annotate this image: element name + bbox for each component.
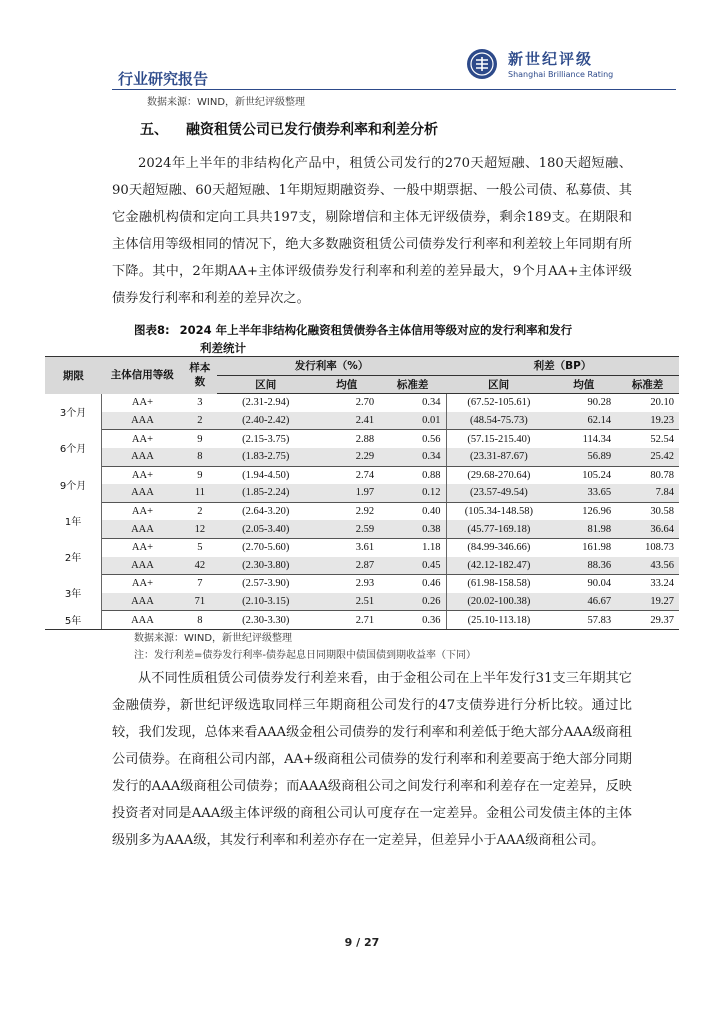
cell-rate-std: 0.12 <box>379 484 446 502</box>
cell-sample-count: 7 <box>197 578 203 590</box>
cell-term: 3个月 <box>45 394 102 430</box>
cell-rate-std: 0.45 <box>379 557 446 575</box>
table-footnote: 注：发行利差=债券发行利率-债券起息日同期限中债国债到期收益率（下同） <box>134 650 476 661</box>
table-row <box>45 502 679 520</box>
cell-rate-range: (1.85-2.24) <box>217 484 314 502</box>
cell-spread-std: 52.54 <box>650 433 674 445</box>
cell-grade: AA+ <box>131 542 153 554</box>
table-row <box>45 538 679 556</box>
cell-rate-range: (2.10-3.15) <box>217 593 314 611</box>
cell-spread-range: (105.34-148.58) <box>464 506 534 518</box>
cell-rate-std: 0.88 <box>379 466 446 484</box>
cell-spread-std: 19.27 <box>616 593 679 611</box>
figure-caption <box>134 321 634 357</box>
cell-grade: AAA <box>102 412 183 430</box>
cell-sample-count: 42 <box>183 557 217 575</box>
cell-spread-std: 36.64 <box>616 520 679 538</box>
cell-term: 5年 <box>45 611 102 630</box>
cell-spread-std: 7.84 <box>616 484 679 502</box>
cell-spread-range: (42.12-182.47) <box>446 557 551 575</box>
cell-rate-range: (1.94-4.50) <box>242 469 290 481</box>
company-name-cn: 新世纪评级 <box>508 50 594 68</box>
cell-rate-range: (2.70-5.60) <box>242 542 290 554</box>
cell-rate-mean: 2.87 <box>314 557 379 575</box>
cell-rate-mean: 2.51 <box>314 593 379 611</box>
cell-spread-std: 25.42 <box>616 448 679 466</box>
cell-rate-mean: 2.92 <box>355 506 375 518</box>
cell-rate-std: 0.34 <box>379 394 446 412</box>
header-spread-group: 利差（BP） <box>446 357 679 376</box>
header-grade: 主体信用等级 <box>102 357 183 394</box>
body-paragraph-1: 2024年上半年的非结构化产品中，租赁公司发行的270天超短融、180天超短融、90天超短融、60天超短融、1年期短期融资券、一般中期票据、一般公司债、私募债、其它金融机构债和定向工具共197支，剔除增信和主体无评级债券，剩余189支。在期限和主体信用等级相同的情况下，绝大多数融资租赁公司债券发行利率和利差较上年同期有所下降。其中，2年期AA+主体评级债券发行利率和利差的差异最大，9个月AA+主体评级债券发行利率和利差的差异次之。 <box>112 156 632 306</box>
header-count: 样本数 <box>183 357 217 394</box>
section-title: 融资租赁公司已发行债券利率和利差分析 <box>186 122 438 138</box>
cell-rate-range: (2.57-3.90) <box>242 578 290 590</box>
cell-sample-count: 11 <box>183 484 217 502</box>
rate-spread-table <box>45 356 679 630</box>
cell-rate-mean: 2.93 <box>355 578 375 590</box>
cell-spread-std: 43.56 <box>616 557 679 575</box>
cell-rate-std: 0.40 <box>379 502 446 520</box>
cell-rate-range: (2.05-3.40) <box>217 520 314 538</box>
cell-sample-count: 2 <box>183 412 217 430</box>
table-row <box>45 466 679 484</box>
cell-term: 9个月 <box>45 466 102 502</box>
source-note-top: 数据来源：WIND，新世纪评级整理 <box>147 97 306 108</box>
cell-rate-mean: 1.97 <box>314 484 379 502</box>
cell-spread-std: 108.73 <box>645 542 674 554</box>
cell-rate-std: 0.38 <box>379 520 446 538</box>
cell-spread-mean: 62.14 <box>551 412 616 430</box>
cell-spread-range: (45.77-169.18) <box>446 520 551 538</box>
page-number: 9 / 27 <box>344 936 380 949</box>
cell-sample-count: 2 <box>197 506 203 518</box>
cell-sample-count: 8 <box>183 448 217 466</box>
figure-label: 图表8: <box>134 323 170 337</box>
cell-rate-mean: 2.70 <box>355 397 375 409</box>
cell-grade: AAA <box>102 448 183 466</box>
cell-spread-range: (29.68-270.64) <box>467 469 531 481</box>
company-logo-icon <box>466 48 498 80</box>
cell-spread-mean: 90.04 <box>587 578 612 590</box>
cell-spread-std: 19.23 <box>616 412 679 430</box>
cell-rate-std: 0.36 <box>379 611 446 630</box>
cell-grade: AA+ <box>131 397 153 409</box>
table-row <box>45 520 679 538</box>
cell-spread-mean: 161.98 <box>582 542 612 554</box>
cell-spread-range: (57.15-215.40) <box>467 433 531 445</box>
cell-rate-mean: 2.59 <box>314 520 379 538</box>
cell-spread-std: 30.58 <box>650 506 674 518</box>
body-paragraph-2: 从不同性质租赁公司债券发行利差来看，由于金租公司在上半年发行31支三年期其它金融债券，新世纪评级选取同样三年期商租公司发行的47支债券进行分析比较。通过比较，我们发现，总体来看AAA级金租公司债券的发行利率和利差低于绝大部分AAA级商租公司债券。在商租公司内部，AA+级商租公司债券的发行利率和利差要高于绝大部分同期发行的AAA级商租公司债券；而AAA级商租公司之间发行利率和利差存在一定差异，反映投资者对同是AAA级主体评级的商租公司认可度存在一定差异。金租公司发债主体的主体级别多为AAA级，其发行利率和利差亦存在一定差异，但差异小于AAA级商租公司。 <box>112 671 632 848</box>
header-term: 期限 <box>45 357 102 394</box>
cell-sample-count: 8 <box>183 611 217 630</box>
table-row <box>45 593 679 611</box>
cell-term: 2年 <box>45 538 102 574</box>
cell-spread-mean: 46.67 <box>551 593 616 611</box>
cell-sample-count: 9 <box>197 433 203 445</box>
cell-spread-range: (48.54-75.73) <box>446 412 551 430</box>
cell-sample-count: 71 <box>183 593 217 611</box>
section-heading <box>140 119 438 139</box>
cell-spread-range: (61.98-158.58) <box>467 578 531 590</box>
cell-spread-range: (25.10-113.18) <box>446 611 551 630</box>
cell-spread-mean: 57.83 <box>551 611 616 630</box>
table-row <box>45 575 679 593</box>
cell-rate-range: (2.64-3.20) <box>242 506 290 518</box>
cell-rate-std: 0.34 <box>379 448 446 466</box>
cell-spread-mean: 114.34 <box>582 433 612 445</box>
cell-rate-range: (2.15-3.75) <box>242 433 290 445</box>
cell-grade: AAA <box>102 593 183 611</box>
cell-rate-mean: 2.74 <box>355 469 375 481</box>
cell-rate-mean: 2.29 <box>314 448 379 466</box>
cell-rate-range: (1.83-2.75) <box>217 448 314 466</box>
header-rate-range: 区间 <box>217 375 314 394</box>
report-type-title: 行业研究报告 <box>118 70 209 88</box>
table-row <box>45 448 679 466</box>
cell-term: 1年 <box>45 502 102 538</box>
cell-rate-std: 0.56 <box>379 430 446 448</box>
cell-spread-range: (20.02-100.38) <box>446 593 551 611</box>
cell-grade: AA+ <box>131 578 153 590</box>
cell-spread-range: (23.31-87.67) <box>446 448 551 466</box>
cell-spread-std: 80.78 <box>650 469 674 481</box>
header-rate-std: 标准差 <box>379 375 446 394</box>
cell-rate-std: 0.01 <box>379 412 446 430</box>
cell-spread-mean: 126.96 <box>582 506 612 518</box>
cell-grade: AAA <box>102 557 183 575</box>
cell-spread-mean: 33.65 <box>551 484 616 502</box>
cell-spread-range: (67.52-105.61) <box>467 397 531 409</box>
table-row <box>45 557 679 575</box>
table-row <box>45 611 679 630</box>
header-spread-std: 标准差 <box>616 375 679 394</box>
cell-rate-range: (2.40-2.42) <box>217 412 314 430</box>
cell-rate-mean: 2.88 <box>355 433 375 445</box>
cell-sample-count: 9 <box>197 469 203 481</box>
cell-spread-std: 33.24 <box>650 578 674 590</box>
cell-rate-mean: 2.71 <box>314 611 379 630</box>
cell-rate-std: 1.18 <box>379 538 446 556</box>
cell-rate-std: 0.46 <box>379 575 446 593</box>
cell-grade: AA+ <box>131 506 153 518</box>
company-name-en: Shanghai Brilliance Rating <box>508 70 614 79</box>
cell-spread-range: (84.99-346.66) <box>467 542 531 554</box>
cell-grade: AA+ <box>131 469 153 481</box>
header-spread-mean: 均值 <box>551 375 616 394</box>
cell-spread-mean: 81.98 <box>551 520 616 538</box>
cell-term: 6个月 <box>45 430 102 466</box>
header-rate-mean: 均值 <box>314 375 379 394</box>
cell-rate-std: 0.26 <box>379 593 446 611</box>
cell-grade: AAA <box>102 611 183 630</box>
cell-spread-mean: 90.28 <box>587 397 612 409</box>
source-note-bottom: 数据来源：WIND，新世纪评级整理 <box>134 633 293 644</box>
cell-rate-mean: 2.41 <box>314 412 379 430</box>
cell-spread-mean: 88.36 <box>551 557 616 575</box>
header-divider <box>112 89 676 90</box>
cell-grade: AA+ <box>131 433 153 445</box>
cell-spread-range: (23.57-49.54) <box>446 484 551 502</box>
cell-sample-count: 3 <box>197 397 203 409</box>
cell-spread-mean: 56.89 <box>551 448 616 466</box>
header-rate-group: 发行利率（%） <box>217 357 446 376</box>
cell-spread-std: 29.37 <box>616 611 679 630</box>
section-number: 五、 <box>140 122 168 138</box>
header-spread-range: 区间 <box>446 375 551 394</box>
figure-title-line2: 利差统计 <box>200 341 246 355</box>
cell-rate-range: (2.30-3.30) <box>217 611 314 630</box>
cell-grade: AAA <box>102 484 183 502</box>
cell-sample-count: 12 <box>183 520 217 538</box>
cell-sample-count: 5 <box>197 542 203 554</box>
table-row <box>45 394 679 412</box>
cell-grade: AAA <box>102 520 183 538</box>
table-row <box>45 484 679 502</box>
table-row <box>45 430 679 448</box>
figure-title-line1: 2024 年上半年非结构化融资租赁债券各主体信用等级对应的发行利率和发行 <box>179 323 573 337</box>
cell-rate-range: (2.31-2.94) <box>242 397 290 409</box>
cell-spread-mean: 105.24 <box>582 469 612 481</box>
cell-term: 3年 <box>45 575 102 611</box>
cell-rate-mean: 3.61 <box>355 542 375 554</box>
cell-rate-range: (2.30-3.80) <box>217 557 314 575</box>
cell-spread-std: 20.10 <box>650 397 674 409</box>
table-row <box>45 412 679 430</box>
